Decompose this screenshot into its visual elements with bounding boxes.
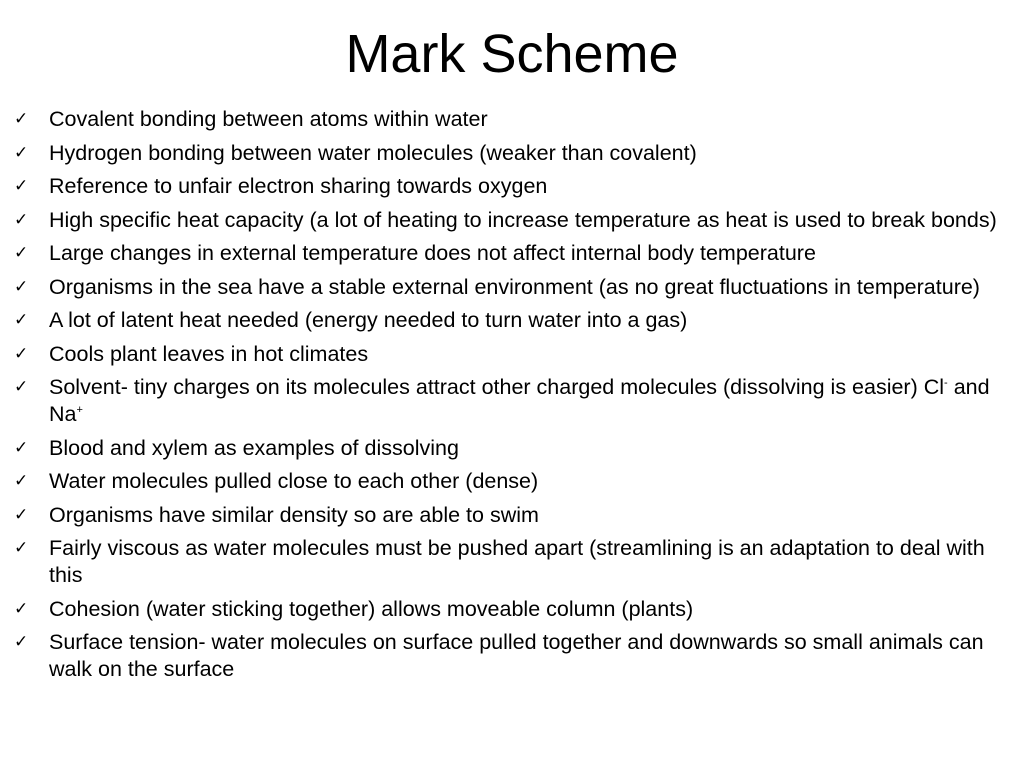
list-item [14, 435, 999, 462]
checkmark-icon: ✓ [14, 343, 29, 364]
list-item-text: Organisms have similar density so are able to swim [49, 502, 539, 527]
mark-scheme-list [14, 106, 999, 690]
checkmark-icon: ✓ [14, 377, 29, 397]
list-item-text: Large changes in external temperature does not affect internal body temperature [49, 241, 816, 265]
sodium-charge: + [76, 404, 83, 416]
list-item [14, 307, 999, 334]
checkmark-icon: ✓ [14, 243, 29, 263]
list-item-text: A lot of latent heat needed (energy needed to turn water into a gas) [49, 308, 688, 332]
solvent-text: Solvent- tiny charges on its molecules attract other charged molecules (dissolving is easier) Cl [49, 375, 945, 399]
list-item-text: Reference to unfair electron sharing towards oxygen [49, 174, 548, 198]
checkmark-icon: ✓ [14, 538, 29, 558]
checkmark-icon: ✓ [14, 176, 29, 196]
checkmark-icon: ✓ [14, 310, 29, 330]
list-item [14, 140, 999, 167]
checkmark-icon: ✓ [14, 504, 29, 525]
list-item [14, 596, 999, 623]
list-item-text: High specific heat capacity (a lot of heating to increase temperature as heat is used to break bonds) [49, 207, 997, 232]
checkmark-icon: ✓ [14, 209, 29, 230]
list-item [14, 106, 999, 133]
list-item [14, 207, 999, 234]
checkmark-icon: ✓ [14, 471, 29, 491]
list-item-text: Covalent bonding between atoms within water [49, 107, 488, 131]
list-item-text [49, 375, 990, 426]
list-item [14, 535, 999, 589]
slide-title: Mark Scheme [345, 24, 679, 84]
chloride-charge: - [944, 377, 948, 389]
list-item [14, 502, 999, 529]
list-item [14, 274, 999, 301]
checkmark-icon: ✓ [14, 142, 29, 163]
list-item-text: Cohesion (water sticking together) allows moveable column (plants) [49, 596, 694, 621]
checkmark-icon: ✓ [14, 632, 29, 652]
list-item [14, 341, 999, 368]
list-item [14, 468, 999, 495]
list-item [14, 173, 999, 200]
list-item-text: Organisms in the sea have a stable external environment (as no great fluctuations in temperature) [49, 274, 980, 299]
list-item-text: Cools plant leaves in hot climates [49, 341, 369, 366]
checkmark-icon: ✓ [14, 109, 29, 129]
list-item-text: Surface tension- water molecules on surface pulled together and downwards so small animals can walk on the surface [49, 630, 984, 681]
list-item [14, 240, 999, 267]
checkmark-icon: ✓ [14, 276, 29, 297]
list-item [14, 374, 999, 428]
solvent-text-and: and Na [49, 375, 990, 426]
checkmark-icon: ✓ [14, 598, 29, 619]
list-item [14, 629, 999, 683]
list-item-text: Blood and xylem as examples of dissolving [49, 435, 459, 460]
checkmark-icon: ✓ [14, 437, 29, 458]
list-item-text: Fairly viscous as water molecules must be pushed apart (streamlining is an adaptation to deal with this [49, 536, 985, 587]
list-item-text: Water molecules pulled close to each other (dense) [49, 469, 539, 493]
list-item-text: Hydrogen bonding between water molecules (weaker than covalent) [49, 140, 697, 165]
